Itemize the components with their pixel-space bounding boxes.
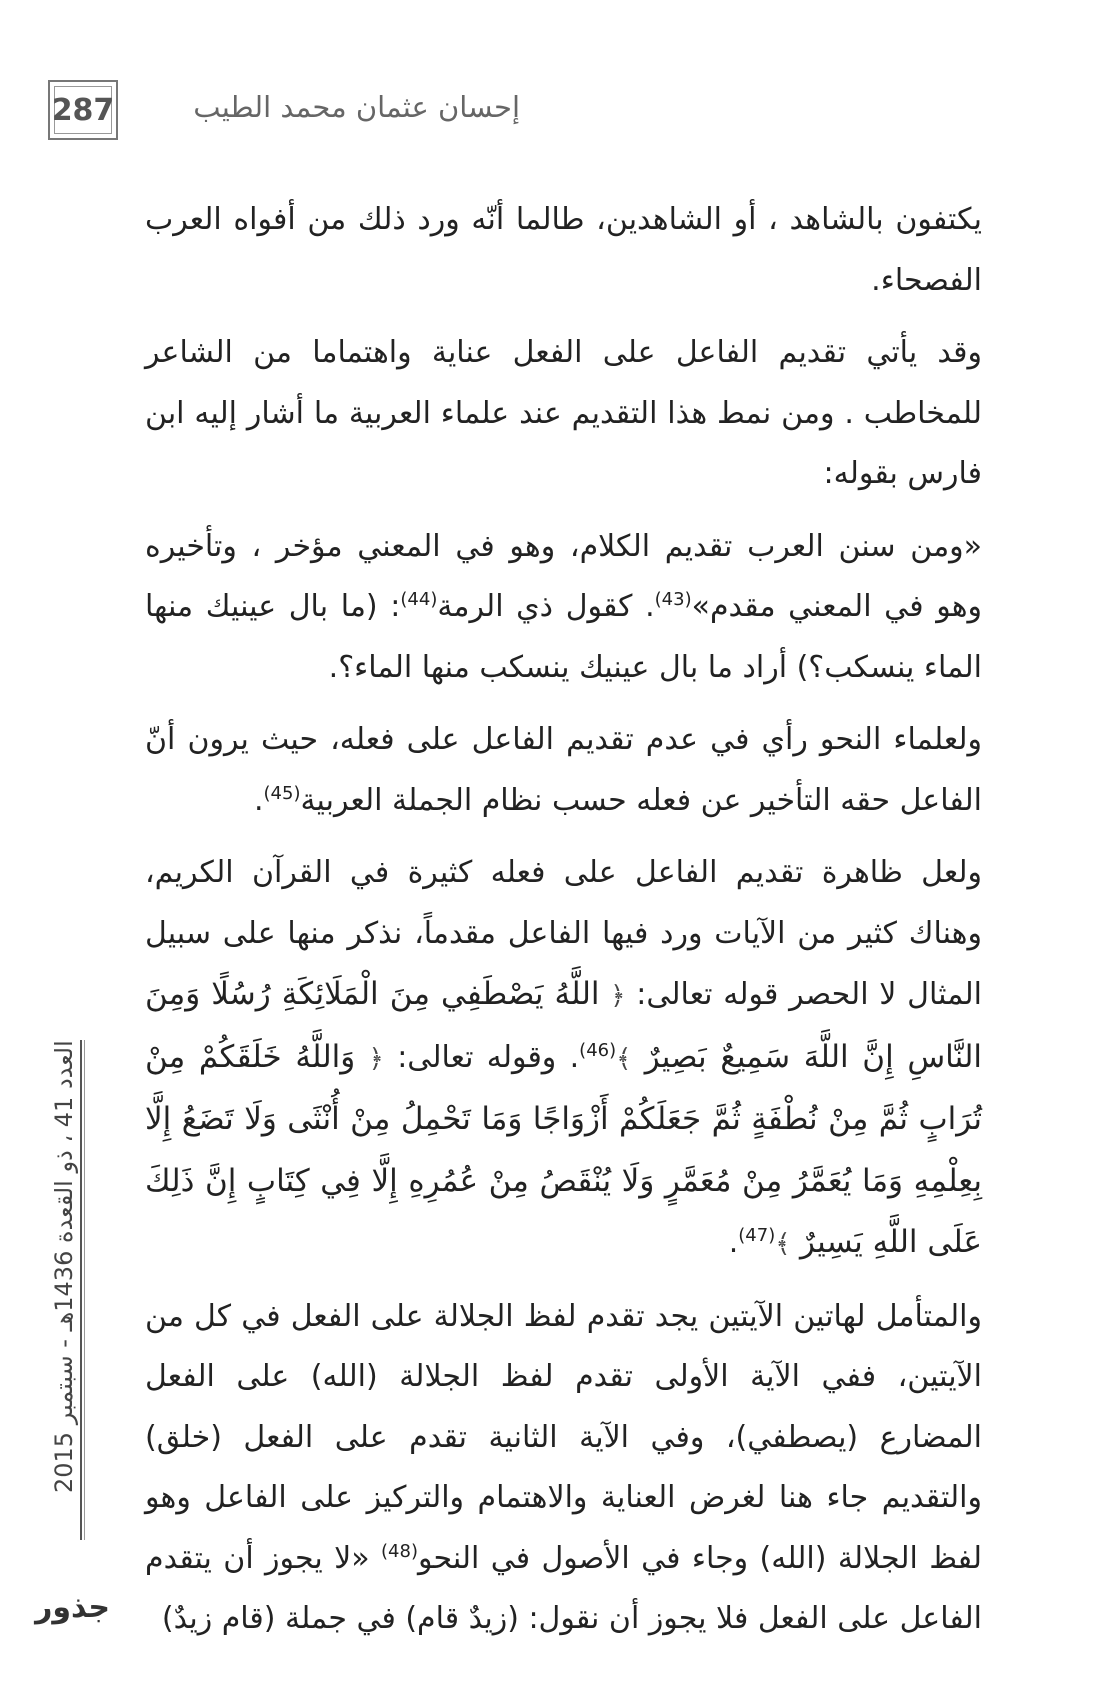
journal-logo: جذور <box>35 1590 110 1625</box>
issue-sidebar <box>18 1020 88 1540</box>
sidebar-rule-thin <box>84 1040 85 1540</box>
text: ولعلماء النحو رأي في عدم تقديم الفاعل على فعله، حيث يرون أنّ الفاعل حقه التأخير عن فعله حسب نظام الجملة العربية <box>145 722 982 818</box>
quran-bracket-close-icon: ﴾ <box>616 1043 632 1074</box>
footnote-ref-47[interactable]: (47) <box>738 1225 776 1246</box>
paragraph-3 <box>145 517 982 699</box>
paragraph-2: وقد يأتي تقديم الفاعل على الفعل عناية واهتماما من الشاعر للمخاطب . ومن نمط هذا التقديم عند علماء العربية ما أشار إليه ابن فارس بقوله: <box>145 335 982 491</box>
running-head-author: إحسان عثمان محمد الطيب <box>193 90 520 124</box>
text: ولعل ظاهرة تقديم الفاعل على فعله كثيرة في القرآن الكريم، وهناك كثير من الآيات ورد فيها الفاعل مقدماً، نذكر منها على سبيل المثال لا الحصر قوله تعالى: <box>145 855 982 1012</box>
paragraph-4 <box>145 710 982 831</box>
footnote-ref-43[interactable]: (43) <box>654 589 692 610</box>
paragraph-5 <box>145 843 982 1275</box>
text: «لا يجوز أن يتقدم الفاعل على الفعل فلا يجوز أن نقول: (زيدٌ قام) في جملة (قام زيدٌ) <box>145 1540 982 1636</box>
quran-verse-1: اللَّهُ يَصْطَفِي مِنَ الْمَلَائِكَةِ رُسُلًا وَمِنَ النَّاسِ إِنَّ اللَّهَ سَمِيعٌ بَصِيرٌ <box>145 976 983 1075</box>
text: : (ما بال عينيك منها الماء ينسكب؟) أراد ما بال عينيك ينسكب منها الماء؟. <box>145 589 982 685</box>
quran-verse-2: وَاللَّهُ خَلَقَكُمْ مِنْ تُرَابٍ ثُمَّ مِنْ نُطْفَةٍ ثُمَّ جَعَلَكُمْ أَزْوَاجًا وَمَا تَحْمِلُ مِنْ أُنْثَى وَلَا تَضَعُ إِلَّا بِعِلْمِهِ وَمَا يُعَمَّرُ مِنْ مُعَمَّرٍ وَلَا يُنْقَصُ مِنْ عُمُرِهِ إِلَّا فِي كِتَابٍ إِنَّ ذَلِكَ عَلَى اللَّهِ يَسِيرٌ <box>145 1038 982 1260</box>
text: . كقول ذي الرمة <box>437 589 655 624</box>
quran-bracket-open-icon: ﴿ <box>610 981 626 1011</box>
page-number-box <box>48 80 118 140</box>
quran-bracket-open-icon: ﴿ <box>368 1043 384 1074</box>
text: . وقوله تعالى: <box>397 1039 580 1075</box>
text: . <box>728 1225 739 1260</box>
footnote-ref-44[interactable]: (44) <box>400 589 438 610</box>
paragraph-1: يكتفون بالشاهد ، أو الشاهدين، طالما أنّه ورد ذلك من أفواه العرب الفصحاء. <box>145 202 982 298</box>
article-body <box>145 190 982 1662</box>
footnote-ref-46[interactable]: (46) <box>579 1039 617 1061</box>
page-number: 287 <box>54 86 112 134</box>
quote-ibn-faris: «ومن سنن العرب تقديم الكلام، وهو في المعني مؤخر ، وتأخيره وهو في المعني مقدم» <box>145 528 982 624</box>
issue-info: العدد 41 ، ذو القعدة 1436هـ - سبتمبر 2015 <box>50 1040 78 1493</box>
paragraph-6 <box>145 1287 982 1650</box>
footnote-ref-45[interactable]: (45) <box>263 782 301 804</box>
footnote-ref-48[interactable]: (48) <box>381 1540 418 1562</box>
text: والمتأمل لهاتين الآيتين يجد تقدم لفظ الجلالة على الفعل في كل من الآيتين، ففي الآية الأولى تقدم لفظ الجلالة (الله) على الفعل المضارع (يصطفي)، وفي الآية الثانية تقدم على الفعل (خلق) والتقديم جاء هنا لغرض العناية والاهتمام والتركيز على الفاعل وهو لفظ الجلالة (الله) وجاء في الأصول في النحو <box>145 1298 982 1576</box>
quran-bracket-close-icon: ﴾ <box>775 1229 791 1259</box>
text: . <box>253 782 264 818</box>
sidebar-rule <box>80 1040 82 1540</box>
